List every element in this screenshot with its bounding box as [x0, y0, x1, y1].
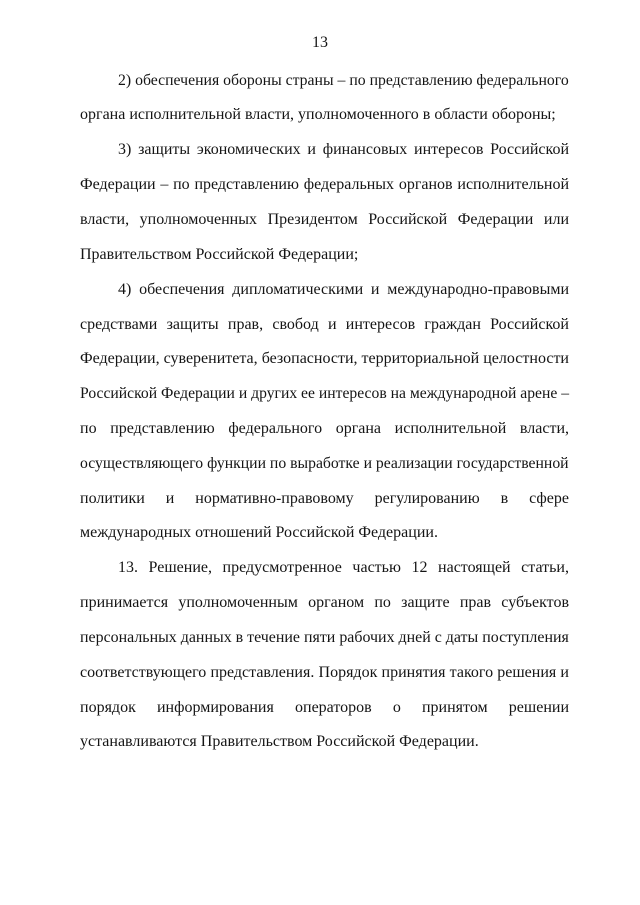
- text-line: 13. Решение, предусмотренное частью 12 настоящей статьи,: [118, 559, 569, 576]
- text-line: принимается уполномоченным органом по защите прав субъектов: [80, 594, 569, 611]
- text-line: порядок информирования операторов о принятом решении: [80, 699, 569, 716]
- text-line: персональных данных в течение пяти рабочих дней с даты поступления: [80, 629, 569, 646]
- text-line: Федерации, суверенитета, безопасности, территориальной целостности: [80, 350, 569, 367]
- text-line: устанавливаются Правительством Российской Федерации.: [80, 733, 479, 750]
- text-line: политики и нормативно-правовому регулированию в сфере: [80, 490, 569, 507]
- page-number: 13: [312, 34, 328, 51]
- text-line: Российской Федерации и других ее интересов на международной арене –: [80, 385, 570, 402]
- text-line: Правительством Российской Федерации;: [80, 246, 359, 263]
- text-line: 4) обеспечения дипломатическими и международно-правовыми: [118, 281, 569, 298]
- text-line: международных отношений Российской Федерации.: [80, 524, 438, 541]
- text-line: 2) обеспечения обороны страны – по представлению федерального: [118, 72, 569, 89]
- text-line: власти, уполномоченных Президентом Российской Федерации или: [80, 211, 569, 228]
- text-line: Федерации – по представлению федеральных органов исполнительной: [80, 176, 569, 193]
- text-line: осуществляющего функции по выработке и реализации государственной: [80, 455, 569, 472]
- text-line: 3) защиты экономических и финансовых интересов Российской: [118, 141, 569, 158]
- text-line: органа исполнительной власти, уполномоченного в области обороны;: [80, 106, 556, 123]
- text-line: средствами защиты прав, свобод и интересов граждан Российской: [80, 316, 569, 333]
- text-line: соответствующего представления. Порядок принятия такого решения и: [80, 664, 569, 681]
- text-line: по представлению федерального органа исполнительной власти,: [80, 420, 569, 437]
